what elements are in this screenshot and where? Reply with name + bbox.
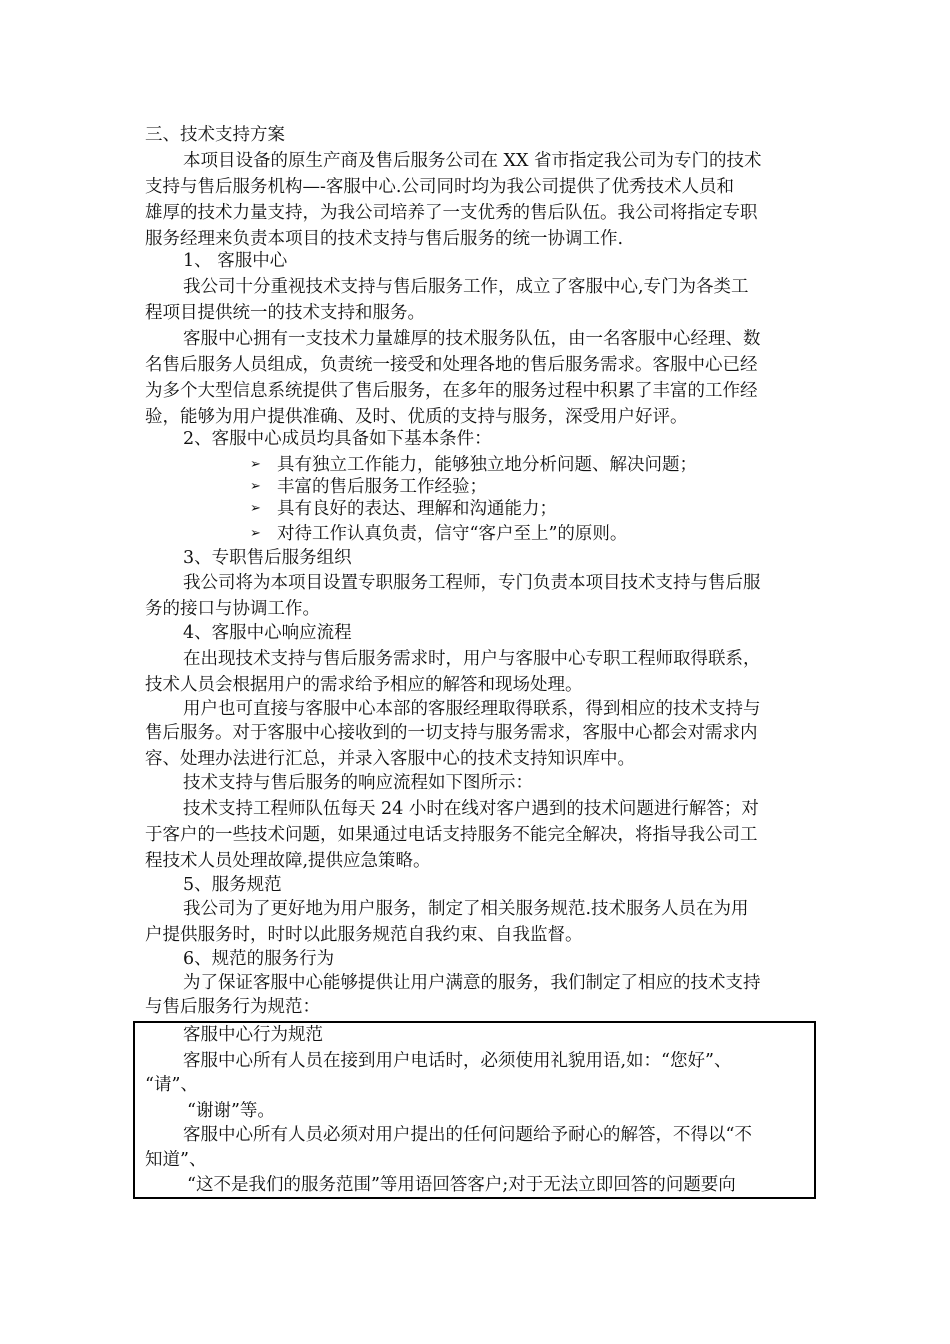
paragraph-line: 程技术人员处理故障,提供应急策略。 — [145, 851, 431, 871]
heading-6: 6、规范的服务行为 — [183, 949, 335, 969]
section-title: 三、技术支持方案 — [145, 125, 285, 145]
box-line: 客服中心所有人员必须对用户提出的任何问题给予耐心的解答，不得以“不 — [183, 1125, 752, 1145]
paragraph-line: 容、处理办法进行汇总，并录入客服中心的技术支持知识库中。 — [145, 749, 635, 769]
paragraph-line: 验，能够为用户提供准确、及时、优质的支持与服务，深受用户好评。 — [145, 407, 688, 427]
paragraph-line: 我公司将为本项目设置专职服务工程师，专门负责本项目技术支持与售后服 — [183, 573, 761, 593]
heading-5: 5、服务规范 — [183, 875, 282, 895]
arrow-bullet-icon: ➢ — [250, 526, 261, 541]
arrow-bullet-icon: ➢ — [250, 501, 261, 516]
box-title: 客服中心行为规范 — [183, 1025, 323, 1045]
paragraph-line: 名售后服务人员组成，负责统一接受和处理各地的售后服务需求。客服中心已经 — [145, 355, 758, 375]
intro-line: 服务经理来负责本项目的技术支持与售后服务的统一协调工作. — [145, 229, 624, 249]
paragraph-line: 技术支持与售后服务的响应流程如下图所示： — [183, 773, 533, 793]
intro-line: 支持与售后服务机构—-客服中心.公司同时均为我公司提供了优秀技术人员和 — [145, 177, 734, 197]
paragraph-line: 程项目提供统一的技术支持和服务。 — [145, 303, 425, 323]
paragraph-line: 技术支持工程师队伍每天 24 小时在线对客户遇到的技术问题进行解答；对 — [183, 799, 759, 819]
paragraph-line: 技术人员会根据用户的需求给予相应的解答和现场处理。 — [145, 675, 583, 695]
box-line: 客服中心所有人员在接到用户电话时，必须使用礼貌用语,如：“您好”、 — [183, 1051, 732, 1071]
arrow-bullet-icon: ➢ — [250, 479, 261, 494]
heading-1: 1、 客服中心 — [183, 251, 288, 271]
paragraph-line: 我公司十分重视技术支持与售后服务工作，成立了客服中心,专门为各类工 — [183, 277, 749, 297]
paragraph-line: 客服中心拥有一支技术力量雄厚的技术服务队伍，由一名客服中心经理、数 — [183, 329, 761, 349]
paragraph-line: 务的接口与协调工作。 — [145, 599, 320, 619]
paragraph-line: 于客户的一些技术问题，如果通过电话支持服务不能完全解决，将指导我公司工 — [145, 825, 758, 845]
list-item: 丰富的售后服务工作经验； — [277, 477, 487, 497]
paragraph-line: 售后服务。对于客服中心接收到的一切支持与服务需求，客服中心都会对需求内 — [145, 723, 758, 743]
paragraph-line: 户提供服务时，时时以此服务规范自我约束、自我监督。 — [145, 925, 583, 945]
heading-2: 2、客服中心成员均具备如下基本条件： — [183, 429, 492, 449]
paragraph-line: 为多个大型信息系统提供了售后服务，在多年的服务过程中积累了丰富的工作经 — [145, 381, 758, 401]
intro-line: 雄厚的技术力量支持，为我公司培养了一支优秀的售后队伍。我公司将指定专职 — [145, 203, 758, 223]
paragraph-line: 与售后服务行为规范： — [145, 997, 320, 1017]
paragraph-line: 在出现技术支持与售后服务需求时，用户与客服中心专职工程师取得联系， — [183, 649, 761, 669]
box-line: “请”、 — [145, 1075, 198, 1095]
list-item: 具有良好的表达、理解和沟通能力； — [277, 499, 557, 519]
paragraph-line: 为了保证客服中心能够提供让用户满意的服务，我们制定了相应的技术支持 — [183, 973, 761, 993]
box-line: “谢谢”等。 — [187, 1101, 275, 1121]
list-item: 对待工作认真负责，信守“客户至上”的原则。 — [277, 524, 628, 544]
box-line: “这不是我们的服务范围”等用语回答客户;对于无法立即回答的问题要向 — [187, 1175, 736, 1195]
box-line: 知道”、 — [145, 1150, 207, 1170]
list-item: 具有独立工作能力，能够独立地分析问题、解决问题； — [277, 455, 697, 475]
arrow-bullet-icon: ➢ — [250, 457, 261, 472]
intro-line: 本项目设备的原生产商及售后服务公司在 XX 省市指定我公司为专门的技术 — [183, 151, 762, 171]
paragraph-line: 我公司为了更好地为用户服务，制定了相关服务规范.技术服务人员在为用 — [183, 899, 749, 919]
paragraph-line: 用户也可直接与客服中心本部的客服经理取得联系，得到相应的技术支持与 — [183, 699, 761, 719]
heading-4: 4、客服中心响应流程 — [183, 623, 352, 643]
heading-3: 3、专职售后服务组织 — [183, 548, 352, 568]
